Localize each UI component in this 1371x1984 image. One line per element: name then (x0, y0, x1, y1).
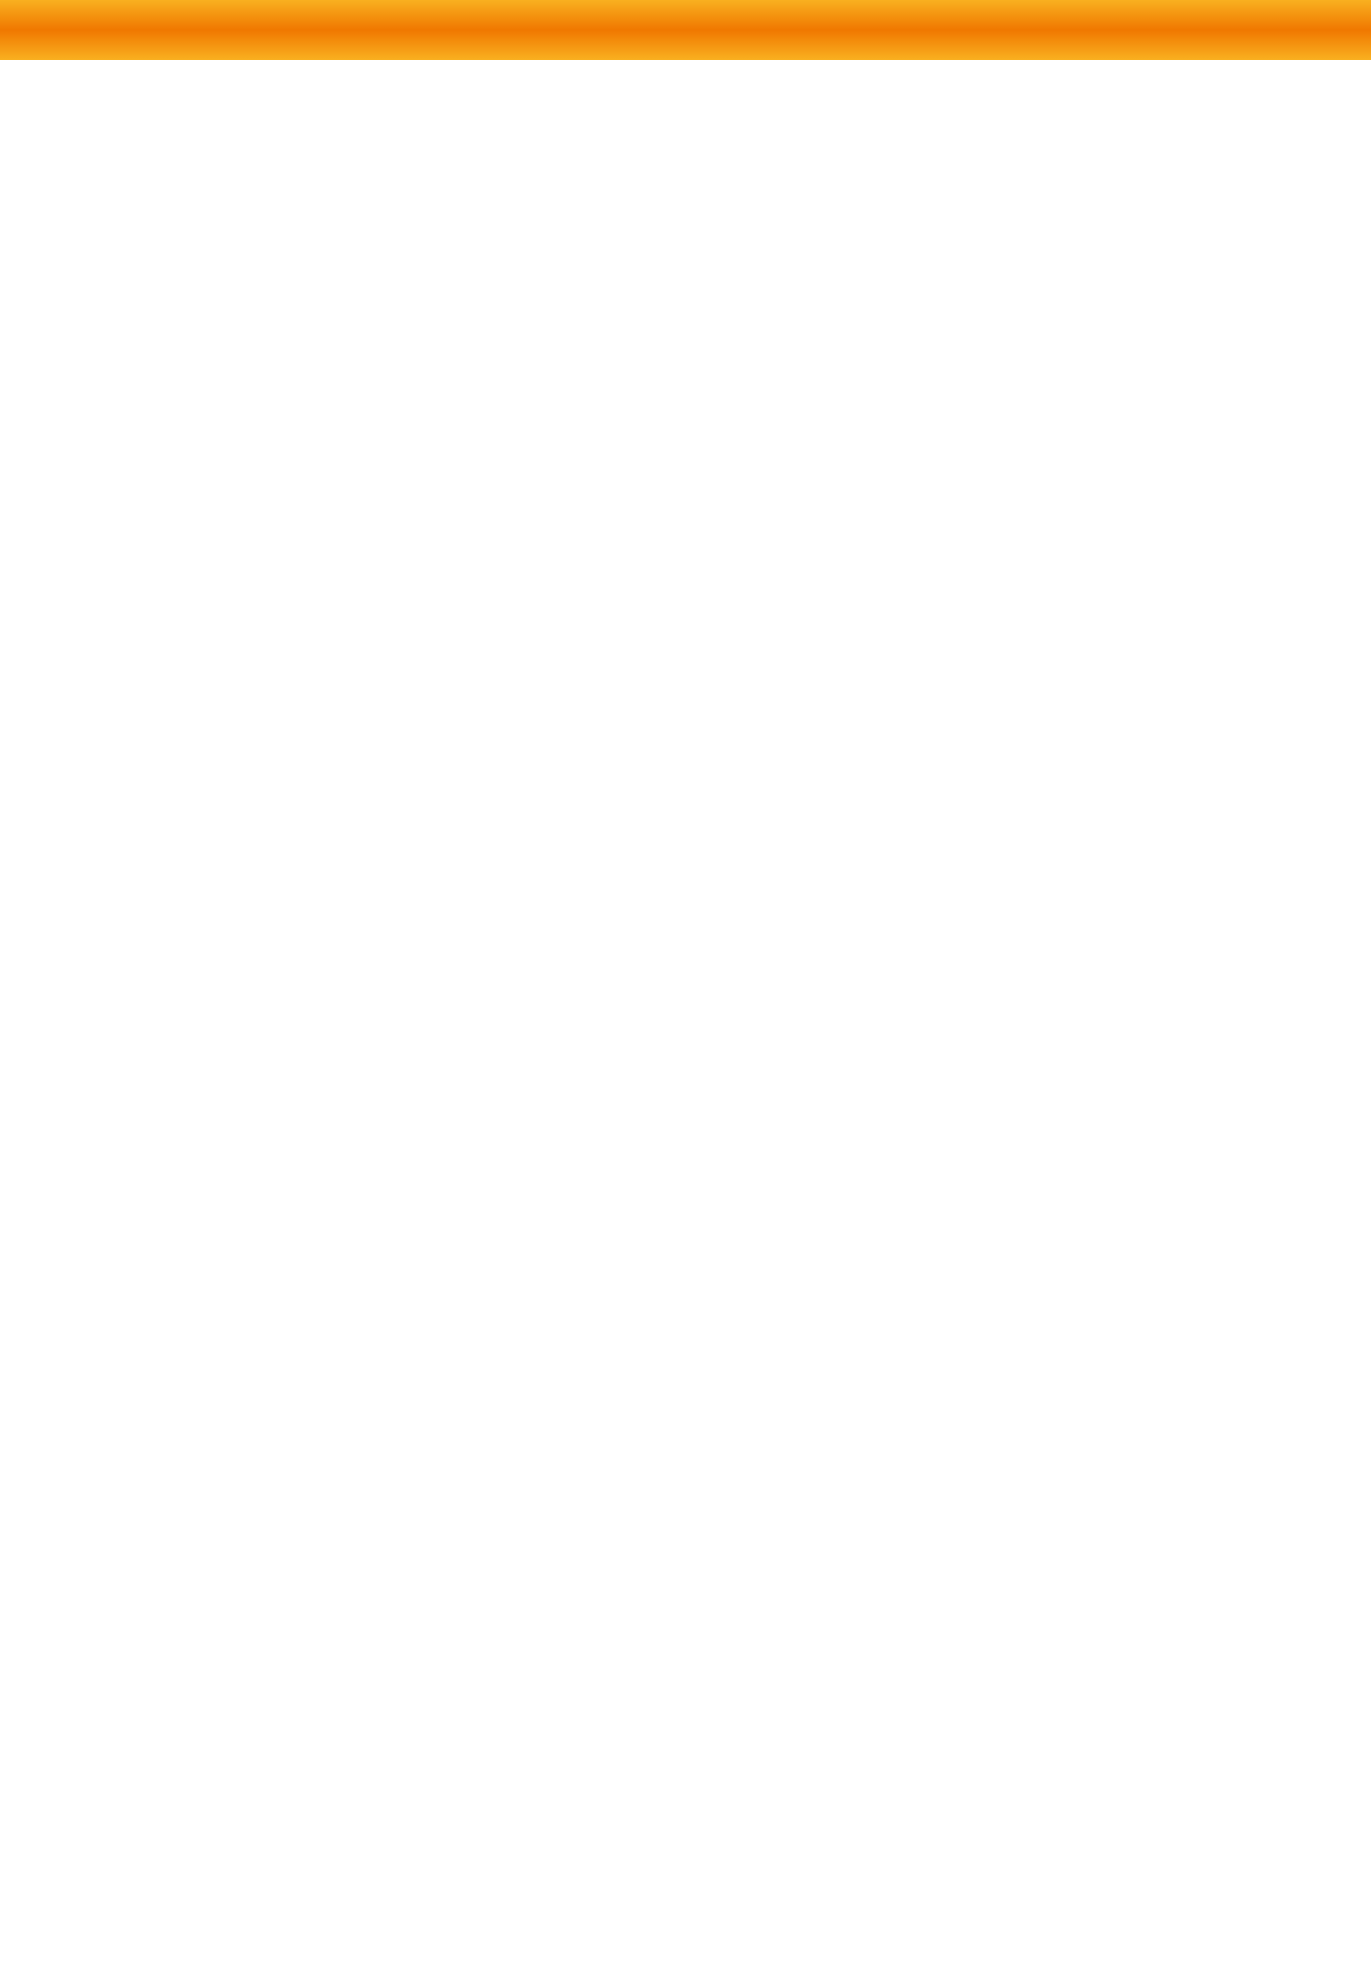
page-title (0, 0, 1371, 60)
copyright (0, 60, 1371, 88)
